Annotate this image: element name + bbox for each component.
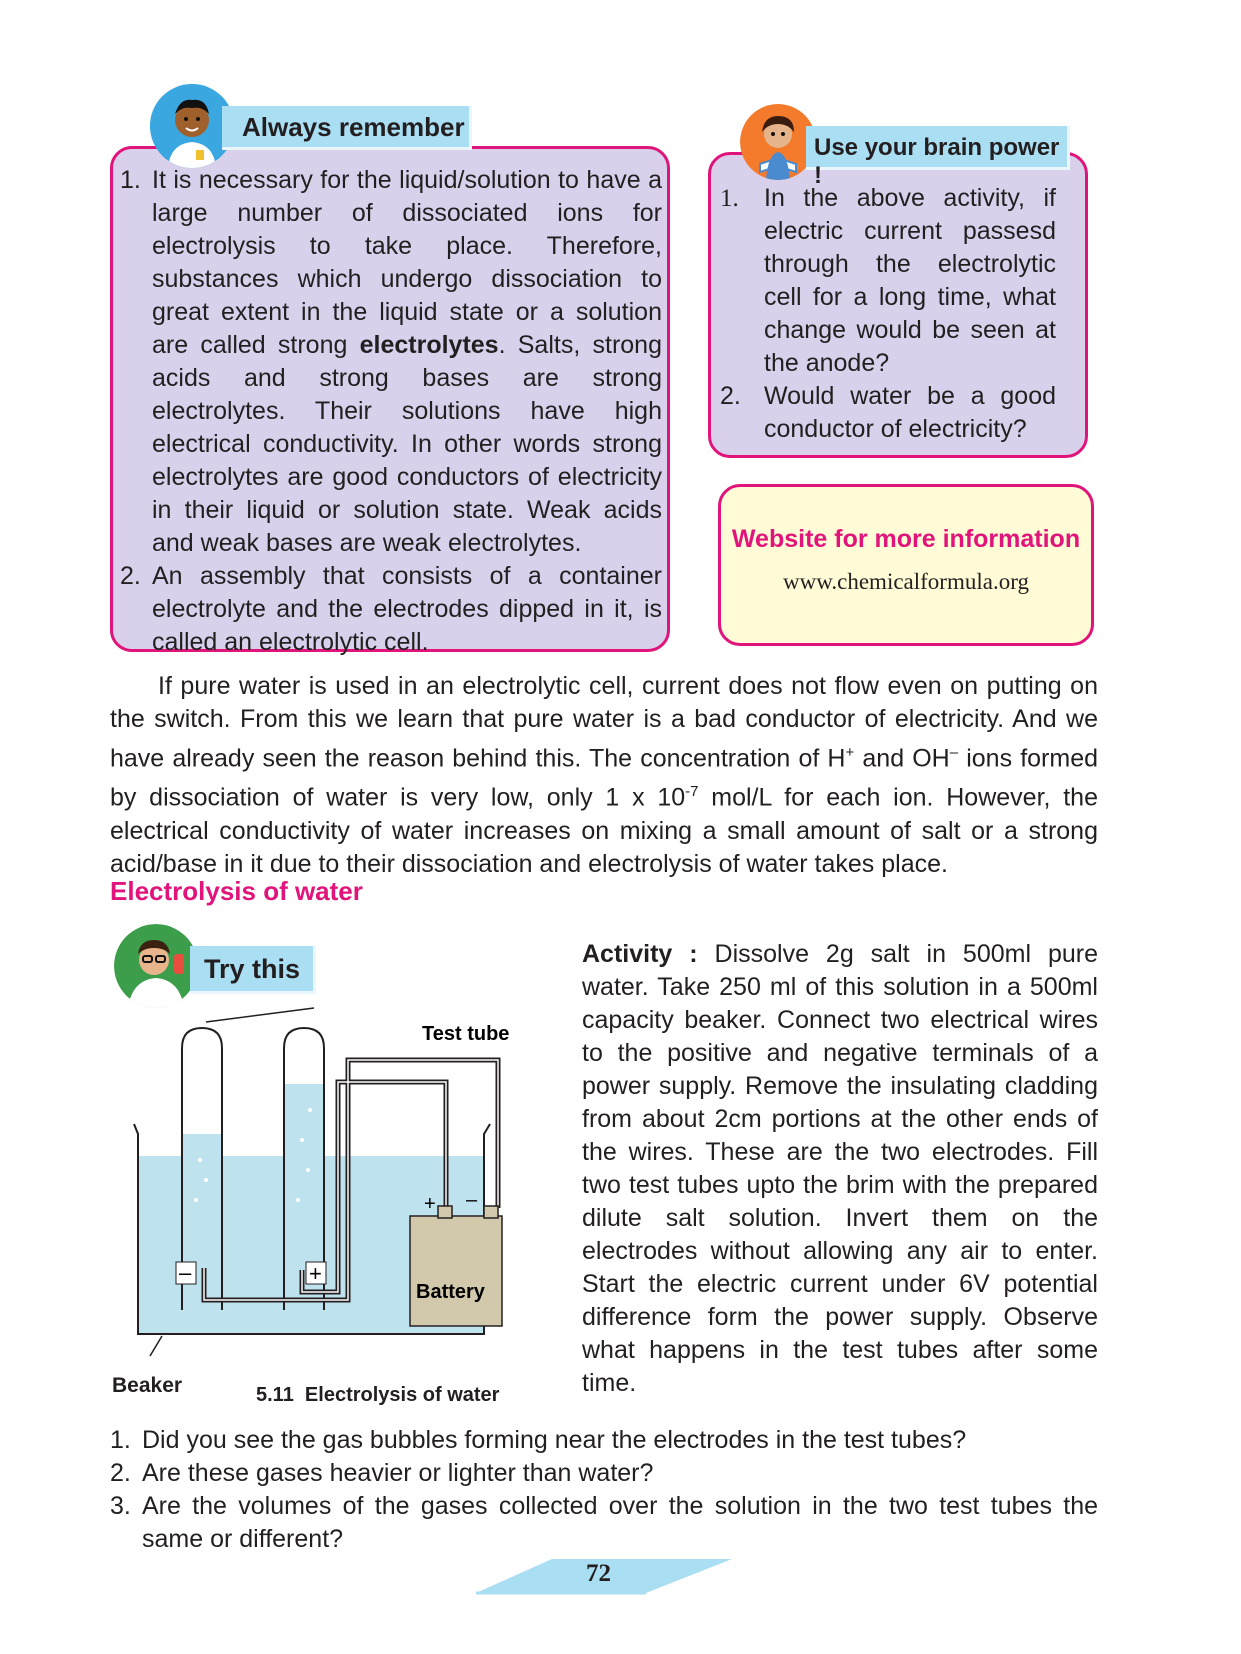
always-remember-list [120, 164, 662, 659]
list-number: 1. [110, 1426, 131, 1454]
test-tube-label: Test tube [422, 1023, 510, 1045]
try-this-title: Try this [204, 954, 301, 984]
list-text: It is necessary for the liquid/solution to have a large number of dissociated ions for electrolysis to take place. Therefore, substances which undergo dissociation to great extent in the liquid state or a solution are called strong [152, 166, 662, 359]
beaker-label: Beaker [112, 1374, 183, 1397]
list-text: In the above activity, if electric current passesd through the electrolytic cell for a long time, what change would be seen at the anode? [764, 184, 1056, 377]
girl-reading-icon [740, 104, 816, 180]
website-box [718, 484, 1094, 646]
list-item [120, 560, 662, 659]
list-item [110, 1490, 1098, 1556]
always-remember-title: Always remember [242, 112, 465, 142]
list-text-cont: . Salts, strong acids and strong bases are strong electrolytes. Their solutions have high electrical conductivity. In other words strong electrolytes are good conductors of electricity in their liquid or solution state. Weak acids and weak bases are weak electrolytes. [152, 331, 662, 557]
brain-power-tab [806, 126, 1070, 189]
list-number: 2. [720, 382, 741, 410]
question-text: Did you see the gas bubbles forming near the electrodes in the test tubes? [142, 1426, 967, 1454]
section-heading: Electrolysis of water [110, 876, 363, 906]
list-item [110, 1424, 1098, 1457]
try-this-tab [190, 946, 316, 994]
list-item [720, 380, 1056, 446]
superscript: – [949, 744, 959, 761]
para-text: and OH [854, 744, 950, 773]
activity-paragraph [582, 938, 1098, 1400]
list-text: An assembly that consists of a container electrolyte and the electrodes dipped in it, is called an electrolytic cell. [152, 562, 662, 656]
brain-power-list [720, 182, 1056, 446]
activity-label: Activity : [582, 940, 698, 968]
battery-plus-label: + [424, 1193, 436, 1215]
para-text: mol/L for each ion. However, the electrical conductivity of water increases on mixing a small amount of salt or a strong acid/base in it due to their dissociation and electrolysis of water takes place. [110, 783, 1098, 878]
page-number: 72 [586, 1560, 611, 1587]
electrode-minus-label: – [179, 1260, 192, 1285]
website-url[interactable]: www.chemicalformula.org [783, 569, 1029, 594]
list-item [720, 182, 1056, 380]
list-number: 2. [120, 562, 141, 590]
always-remember-tab [222, 106, 472, 150]
battery [410, 1216, 502, 1326]
list-number: 1. [720, 185, 739, 212]
battery-label: Battery [416, 1281, 485, 1303]
question-text: Are these gases heavier or lighter than water? [142, 1459, 654, 1487]
para-text: If pure water is used in an electrolytic cell, current does not flow even on putting on the switch. From this we learn that pure water is a bad conductor of electricity. And we have already seen the reason behind this. The concentration of H [110, 672, 1098, 773]
figure-caption: 5.11 Electrolysis of water [256, 1384, 500, 1406]
website-title: Website for more information [731, 525, 1081, 553]
scientist-mascot-icon [114, 924, 198, 1008]
question-text: Are the volumes of the gases collected over the solution in the two test tubes the same or different? [142, 1492, 1098, 1553]
list-item [110, 1457, 1098, 1490]
electrode-plus-label: + [309, 1261, 322, 1286]
superscript: + [845, 744, 855, 761]
activity-text: Dissolve 2g salt in 500ml pure water. Take 250 ml of this solution in a 500ml capacity beaker. Connect two electrical wires to the positive and negative terminals of a power supply. Remove the insulating cladding from about 2cm portions at the other ends of the wires. These are the two electrodes. Fill two test tubes upto the brim with the prepared dilute salt solution. Invert them on the electrodes without allowing any air to enter. Start the electric current under 6V potential difference form the power supply. Observe what happens in the test tubes after some time. [582, 940, 1098, 1397]
electrolysis-figure [110, 1000, 550, 1370]
bold-term: electrolytes [359, 331, 499, 359]
list-item [120, 164, 662, 560]
battery-minus-label: – [466, 1189, 478, 1211]
brain-power-title: Use your brain power ! [814, 134, 1060, 189]
intro-paragraph [110, 670, 1098, 881]
list-number: 1. [120, 166, 141, 194]
superscript: -7 [685, 783, 699, 801]
question-list [110, 1424, 1098, 1556]
list-number: 3. [110, 1492, 131, 1520]
para-text: ions formed by dissociation of water is very low, only 1 x 10 [110, 744, 1099, 812]
list-number: 2. [110, 1459, 131, 1487]
list-text: Would water be a good conductor of electricity? [764, 382, 1056, 443]
